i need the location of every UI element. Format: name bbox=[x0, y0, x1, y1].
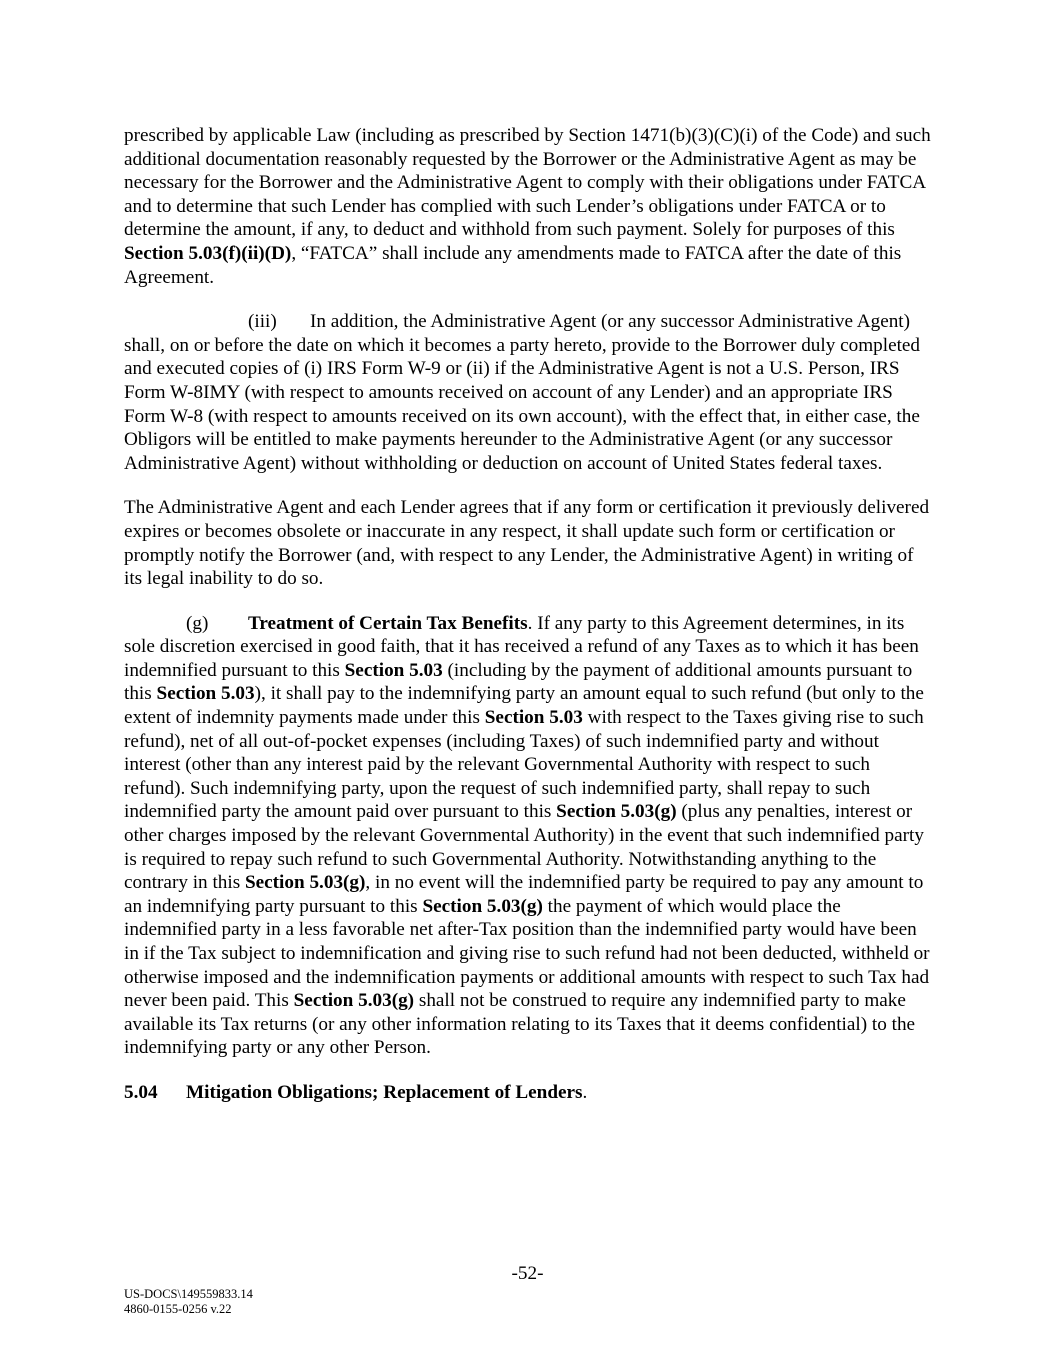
paragraph-update-forms: The Administrative Agent and each Lender agrees that if any form or certification it previously delivered expires or becomes obsolete or inaccurate in any respect, it shall update such form or certification or promptly notify the Borrower (and, with respect to any Lender, the Administrative Agent) in writing of its legal inability to do so. bbox=[124, 497, 930, 590]
section-reference: Section 5.03 bbox=[344, 659, 443, 681]
doc-id-line-1: US-DOCS\149559833.14 bbox=[124, 1287, 253, 1301]
document-identifiers bbox=[124, 1287, 253, 1317]
doc-id-line-2: 4860-0155-0256 v.22 bbox=[124, 1302, 232, 1316]
section-number: 5.04 bbox=[124, 1081, 158, 1103]
clause-title: Treatment of Certain Tax Benefits bbox=[248, 612, 528, 634]
section-reference: Section 5.03(g) bbox=[422, 895, 543, 917]
section-heading: 5.04 Mitigation Obligations; Replacement of Lenders. bbox=[124, 1081, 588, 1103]
paragraph-iii-administrative-agent: (iii) In addition, the Administrative Agent (or any successor Administrative Agent) shall, on or before the date on which it becomes a party hereto, provide to the Borrower duly completed and executed copies of (i) IRS Form W-9 or (ii) if the Administrative Agent is not a U.S. Person, IRS Form W-8IMY (with respect to amounts received on account of any Lender) and an appropriate IRS Form W-8 (with respect to amounts received on its own account), with the effect that, in either case, the Obligors will be entitled to make payments hereunder to the Administrative Agent (or any successor Administrative Agent) without withholding or deduction on account of United States federal taxes. bbox=[124, 311, 921, 474]
paragraph-g-tax-benefits: (g) Treatment of Certain Tax Benefits. If any party to this Agreement determines, in its sole discretion exercised in good faith, that it has received a refund of any Taxes as to which it has been indemnified pursuant to this Section 5.03 (including by the payment of additional amounts pursuant to this Section 5.03), it shall pay to the indemnifying party an amount equal to such refund (but only to the extent of indemnity payments made under this Section 5.03 with respect to the Taxes giving rise to such refund), net of all out-of-pocket expenses (including Taxes) of such indemnified party and without interest (other than any interest paid by the relevant Governmental Authority with respect to such refund). Such indemnifying party, upon the request of such indemnified party, shall repay to such indemnified party the amount paid over pursuant to this Section 5.03(g) (plus any penalties, interest or other charges imposed by the relevant Governmental Authority) in the event that such indemnified party is required to repay such refund to such Governmental Authority. Notwithstanding anything to the contrary in this Section 5.03(g), in no event will the indemnified party be required to pay any amount to an indemnifying party pursuant to this Section 5.03(g) the payment of which would place the indemnified party in a less favorable net after-Tax position than the indemnified party would have been in if the Tax subject to indemnification and giving rise to such refund had not been deducted, withheld or otherwise imposed and the indemnification payments or additional amounts with respect to such Tax had never been paid. This Section 5.03(g) shall not be construed to require any indemnified party to make available its Tax returns (or any other information relating to its Taxes that it deems confidential) to the indemnifying party or any other Person. bbox=[124, 612, 930, 1059]
clause-number: (g) bbox=[186, 612, 209, 634]
section-reference: Section 5.03 bbox=[484, 707, 583, 729]
section-reference: Section 5.03(f)(ii)(D) bbox=[124, 242, 292, 264]
section-reference: Section 5.03 bbox=[156, 683, 255, 705]
section-title: Mitigation Obligations; Replacement of Lenders bbox=[186, 1081, 583, 1103]
section-reference: Section 5.03(g) bbox=[293, 990, 415, 1012]
paragraph-fatca-documentation: prescribed by applicable Law (including as prescribed by Section 1471(b)(3)(C)(i) of the Code) and such additional documentation reasonably requested by the Borrower or the Administrative Agent as may be necessary for the Borrower and the Administrative Agent to comply with their obligations under FATCA and to determine that such Lender has complied with such Lender’s obligations under FATCA or to determine the amount, if any, to deduct and withhold from such payment. Solely for purposes of this Section 5.03(f)(ii)(D), “FATCA” shall include any amendments made to FATCA after the date of this Agreement. bbox=[124, 125, 931, 288]
section-reference: Section 5.03(g) bbox=[556, 801, 677, 823]
document-body bbox=[124, 124, 936, 1126]
page-number: -52- bbox=[511, 1263, 544, 1284]
section-reference: Section 5.03(g) bbox=[244, 872, 366, 894]
clause-number: (iii) bbox=[248, 311, 277, 333]
